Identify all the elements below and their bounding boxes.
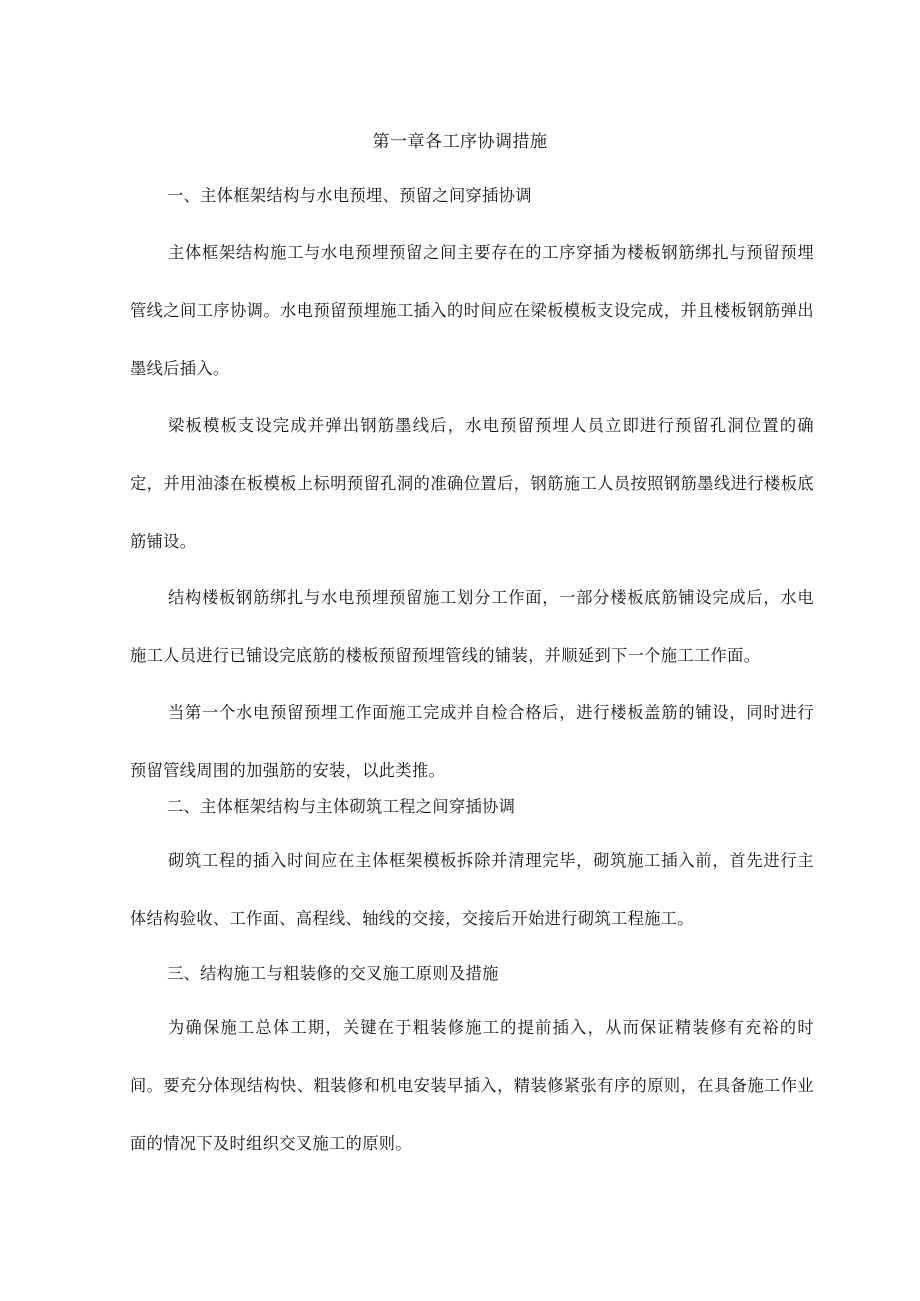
section-heading-3: 三、结构施工与粗装修的交叉施工原则及措施 — [167, 964, 499, 983]
section-1-paragraph-3: 结构楼板钢筋绑扎与水电预埋预留施工划分工作面，一部分楼板底筋铺设完成后，水电施工人员进行已铺设完底筋的楼板预留预埋管线的铺装，并顺延到下一个施工工作面。 — [130, 588, 814, 665]
section-heading-1: 一、主体框架结构与水电预埋、预留之间穿插协调 — [167, 186, 532, 205]
page-title: 第一章各工序协调措施 — [372, 132, 548, 152]
section-1-paragraph-2: 梁板模板支设完成并弹出钢筋墨线后，水电预留预埋人员立即进行预留孔洞位置的确定，并用油漆在板模板上标明预留孔洞的准确位置后，钢筋施工人员按照钢筋墨线进行楼板底筋铺设。 — [130, 416, 814, 551]
section-2-paragraph-1: 砌筑工程的插入时间应在主体框架模板拆除并清理完毕，砌筑施工插入前，首先进行主体结构验收、工作面、高程线、轴线的交接，交接后开始进行砌筑工程施工。 — [130, 851, 814, 928]
section-1-paragraph-4: 当第一个水电预留预埋工作面施工完成并自检合格后，进行楼板盖筋的铺设，同时进行预留管线周围的加强筋的安装，以此类推。 — [130, 703, 814, 780]
section-1-paragraph-1: 主体框架结构施工与水电预埋预留之间主要存在的工序穿插为楼板钢筋绑扎与预留预埋管线之间工序协调。水电预留预埋施工插入的时间应在梁板模板支设完成，并且楼板钢筋弹出墨线后插入。 — [130, 243, 814, 378]
section-3-paragraph-1: 为确保施工总体工期，关键在于粗装修施工的提前插入，从而保证精装修有充裕的时间。要充分体现结构快、粗装修和机电安装早插入，精装修紧张有序的原则，在具备施工作业面的情况下及时组织交叉施工的原则。 — [130, 1018, 814, 1153]
section-heading-2: 二、主体框架结构与主体砌筑工程之间穿插协调 — [167, 797, 516, 816]
